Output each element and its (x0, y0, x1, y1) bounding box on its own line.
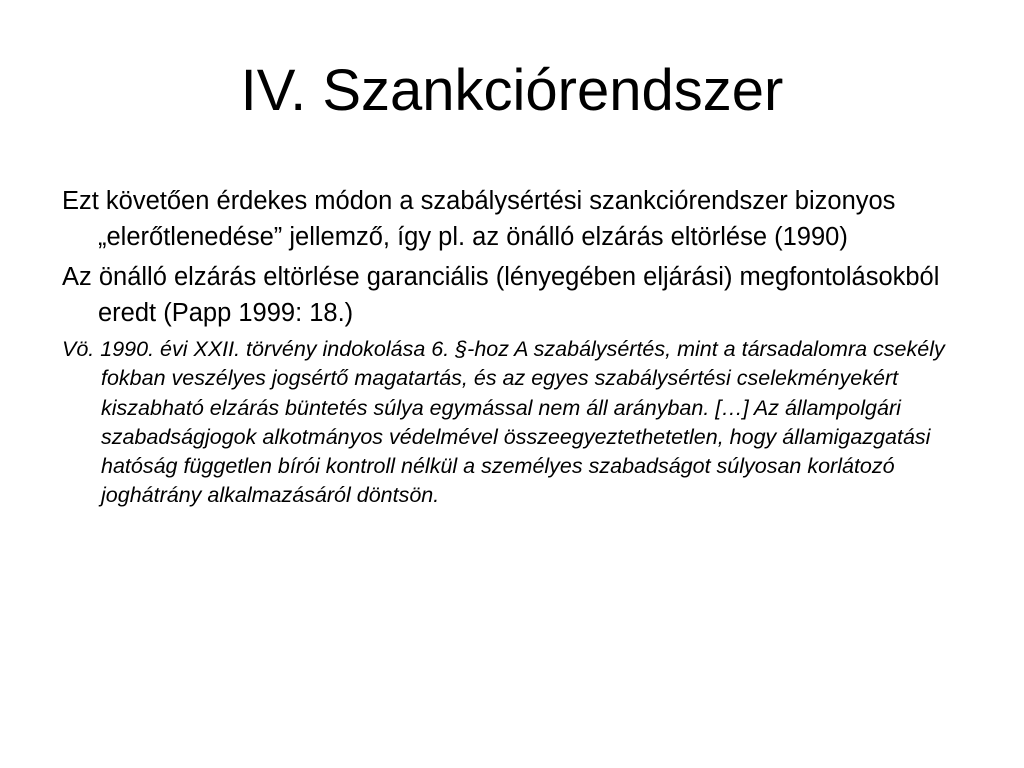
paragraph-szankciorendszer: Ezt követően érdekes módon a szabálysértési szankciórendszer bizonyos „elerőtlenedése” jellemző, így pl. az önálló elzárás eltörlése (1990) (62, 187, 896, 251)
quote-torveny-indokolasa: Vö. 1990. évi XXII. törvény indokolása 6. §-hoz A szabálysértés, mint a társadalomra csekély fokban veszélyes jogsértő magatartás, és az egyes szabálysértési cselekményekért kiszabható elzárás büntetés súlya egymással nem áll arányban. […] Az állampolgári szabadságjogok alkotmányos védelmével összeegyeztethetetlen, hogy államigazgatási hatóság független bírói kontroll nélkül a személyes szabadságot súlyosan korlátozó joghátrány alkalmazásáról döntsön. (62, 337, 945, 508)
paragraph-elzaras-eltorlese: Az önálló elzárás eltörlése garanciális (lényegében eljárási) megfontolásokból eredt (Papp 1999: 18.) (62, 263, 940, 327)
slide-body (62, 183, 972, 511)
slide-title: IV. Szankciórendszer (240, 58, 784, 123)
